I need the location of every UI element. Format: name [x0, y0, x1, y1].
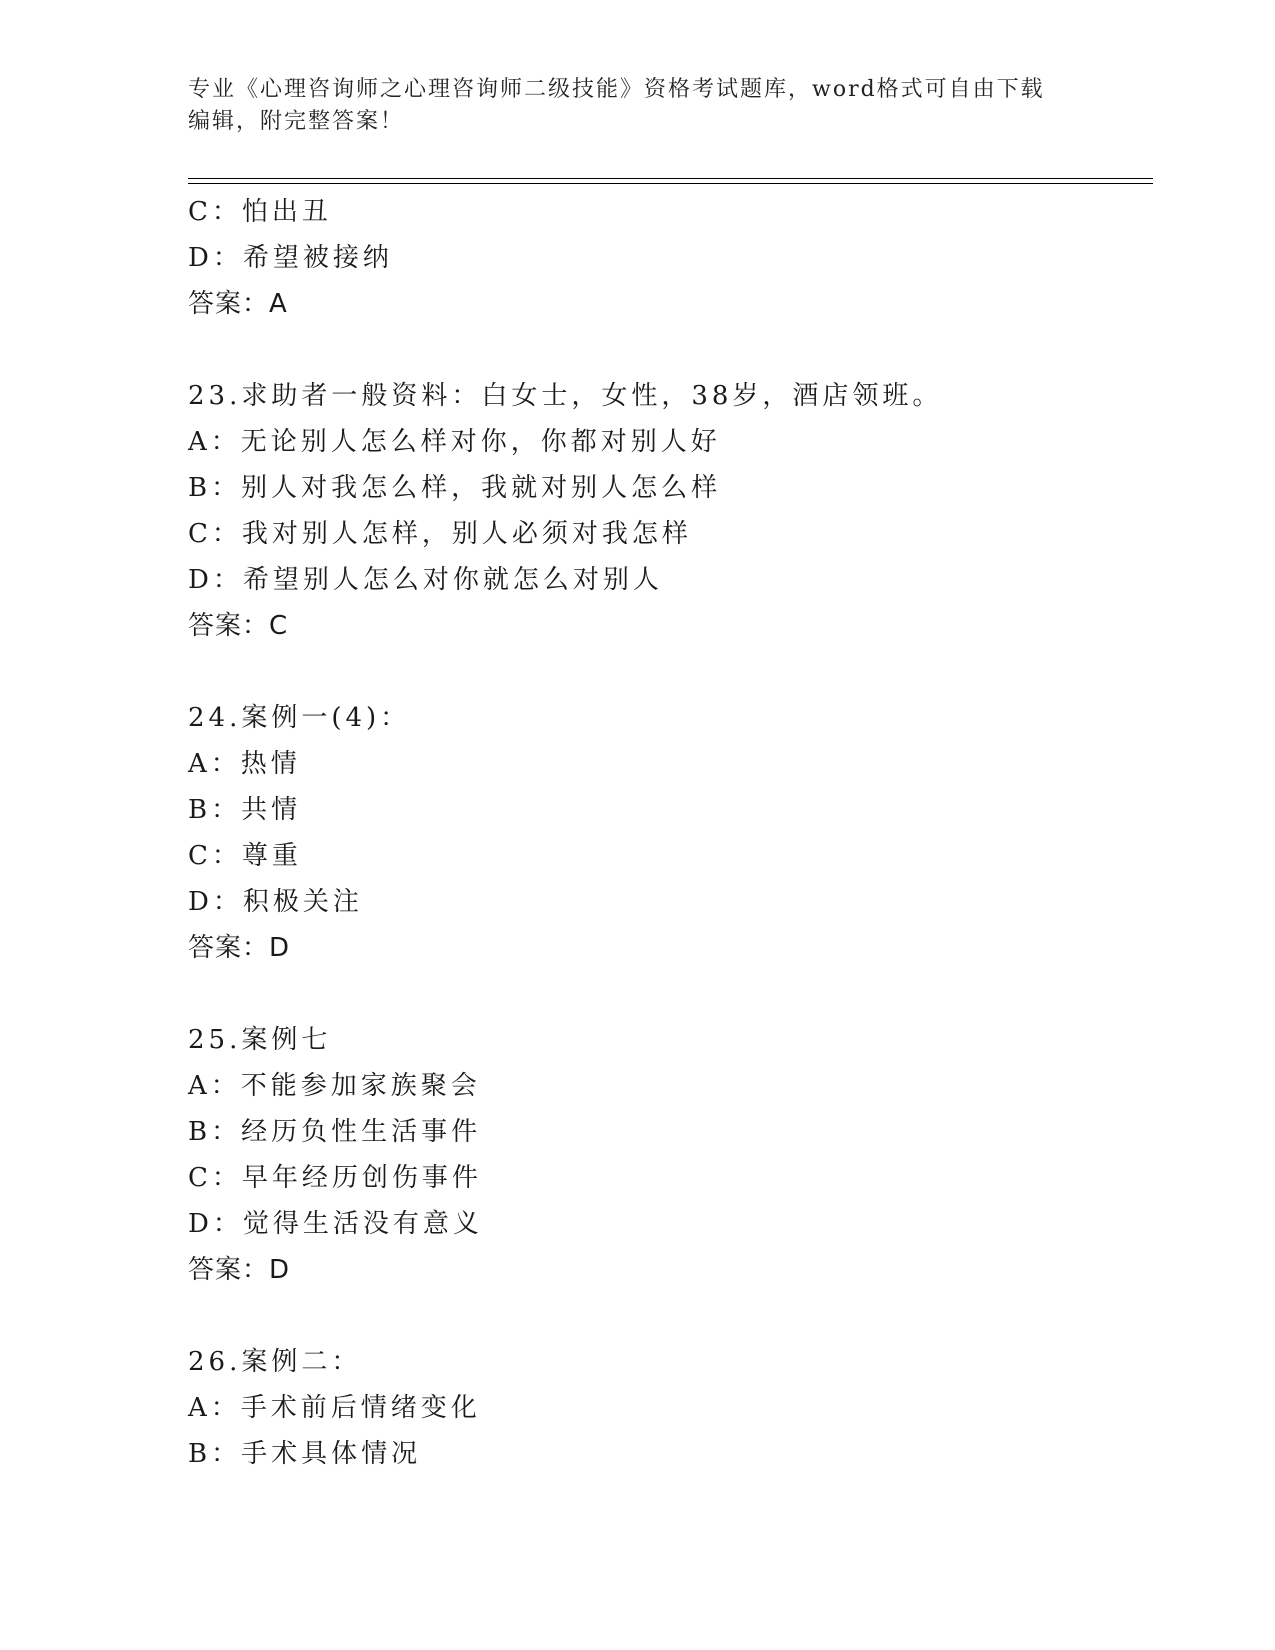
question-22-continued [188, 189, 1148, 327]
option-a: A：手术前后情绪变化 [188, 1393, 481, 1423]
question-25 [188, 1017, 1148, 1293]
option-c: C：尊重 [188, 841, 302, 871]
spacer [188, 649, 1148, 695]
spacer [188, 1293, 1148, 1339]
question-title: 26.案例二： [188, 1347, 362, 1377]
question-list [188, 189, 1148, 1477]
question-title: 25.案例七 [188, 1025, 332, 1055]
spacer [188, 971, 1148, 1017]
answer-line: 答案：D [188, 933, 291, 963]
option-d: D：觉得生活没有意义 [188, 1209, 483, 1239]
answer-line: 答案：C [188, 611, 289, 641]
option-d: D：希望被接纳 [188, 243, 393, 273]
header-divider-top [188, 178, 1153, 179]
option-a: A：热情 [188, 749, 301, 779]
option-c: C：早年经历创伤事件 [188, 1163, 482, 1193]
option-d: D：积极关注 [188, 887, 363, 917]
question-title: 23.求助者一般资料：白女士，女性，38岁，酒店领班。 [188, 381, 943, 411]
option-b: B：手术具体情况 [188, 1439, 422, 1469]
header-divider-bottom [188, 183, 1153, 184]
answer-line: 答案：D [188, 1255, 291, 1285]
header-line-1: 专业《心理咨询师之心理咨询师二级技能》资格考试题库，word格式可自由下载 [188, 77, 1045, 102]
option-a: A：不能参加家族聚会 [188, 1071, 481, 1101]
question-24 [188, 695, 1148, 971]
option-d: D：希望别人怎么对你就怎么对别人 [188, 565, 663, 595]
option-b: B：共情 [188, 795, 302, 825]
question-23 [188, 373, 1148, 649]
option-a: A：无论别人怎么样对你，你都对别人好 [188, 427, 721, 457]
option-b: B：别人对我怎么样，我就对别人怎么样 [188, 473, 722, 503]
answer-line: 答案：A [188, 289, 288, 319]
option-b: B：经历负性生活事件 [188, 1117, 482, 1147]
spacer [188, 327, 1148, 373]
question-title: 24.案例一(4)： [188, 703, 411, 733]
page-header [188, 74, 1088, 138]
header-line-2: 编辑，附完整答案！ [188, 109, 405, 134]
question-26 [188, 1339, 1148, 1477]
option-c: C：我对别人怎样，别人必须对我怎样 [188, 519, 692, 549]
option-c: C：怕出丑 [188, 197, 332, 227]
